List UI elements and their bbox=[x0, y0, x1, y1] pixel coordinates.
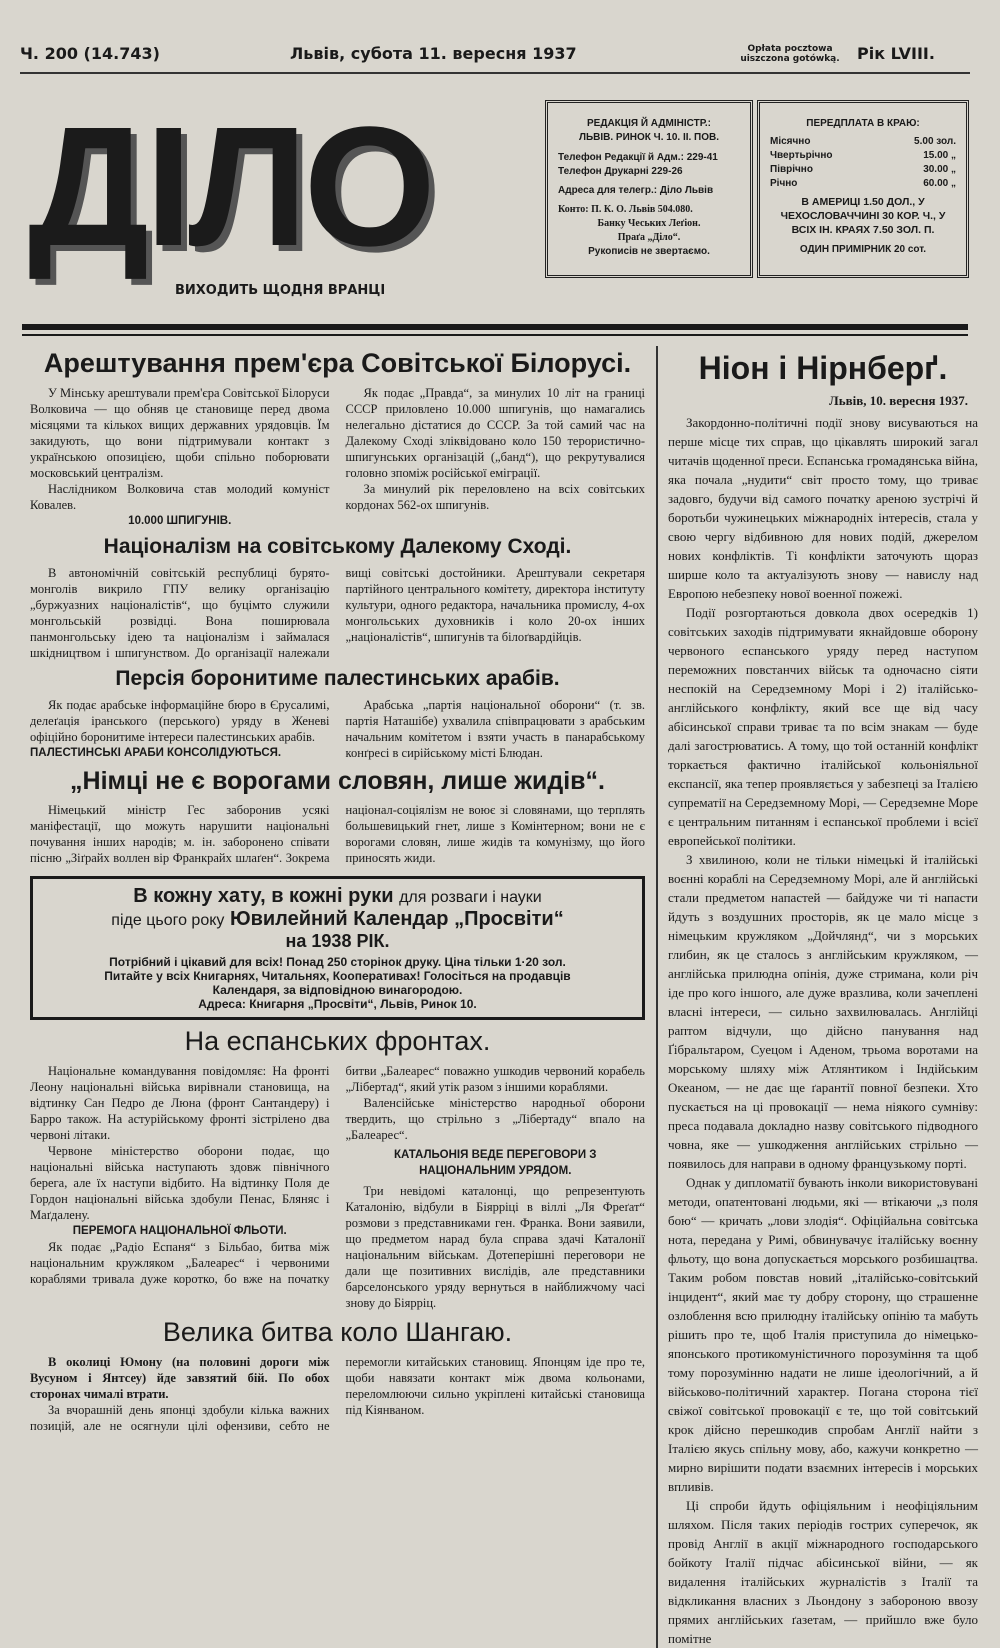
article-shanghai bbox=[30, 1354, 645, 1434]
paragraph: Червоне міністерство оборони подає, що національні війська наступають здовж північного берега, але їх наступи відбито. На відтинку Поля де Гордон національні війська здобули Пенас, Бляняс і Маґдалену. bbox=[30, 1144, 330, 1223]
masthead-logo: ДІЛО bbox=[28, 92, 432, 282]
price-value: 60.00 „ bbox=[923, 178, 956, 189]
paragraph: У Мінську арештували прем'єра Совітської Білоруси Волковича — що обняв це становище перед двома місяцями та кількох вищих державних урядовців. Їм закидують, що вони підтримували контакт з українською опозицією, щоби спільно поборювати московський централізм. bbox=[30, 386, 330, 481]
paragraph: В околиці Юмону (на половині дороги між Вусуном і Янтсеу) йде завзятий бій. По обох сторонах чималі втрати. bbox=[30, 1355, 330, 1402]
paragraph: В автономічній совітській республиці бурято-монголів викрило ГПУ велику організацію „буржуазних націоналістів“, що буцімто служили монгольській розвідці. Вона поширювала панмонгольську ідею та націоналізм і займалася шкідництвом і шпигунством. До організації належали вищі совітські достойники. Арештували секретаря партійного центрального комітету, директора інституту культури, одного редактора, начальника промислу, 4-ох монгольських духовників і коло 20-ох інших „націоналістів“, шпигунів та білоґвардійців. bbox=[30, 566, 645, 661]
paragraph: Як подає арабське інформаційне бюро в Єрусалимі, делеґація іранського (перського) уряду в Женеві офіційно боронитиме інтереси палестинських арабів. bbox=[30, 698, 330, 745]
main-content bbox=[0, 342, 1000, 1648]
ad-text: для розваги і науки bbox=[399, 889, 542, 907]
paragraph: За минулий рік переловлено на всіх совітських кордонах 562-ох шпигунів. bbox=[345, 482, 645, 513]
subheading: 10.000 ШПИГУНІВ. bbox=[128, 515, 232, 528]
subheading: КАТАЛЬОНІЯ ВЕДЕ ПЕРЕГОВОРИ З НАЦІОНАЛЬНИМ УРЯДОМ. bbox=[393, 1149, 597, 1178]
masthead-rule bbox=[22, 324, 968, 330]
right-section bbox=[668, 342, 978, 1648]
headline-belarus: Арештування прем'єра Совітської Білорусі. bbox=[43, 348, 632, 378]
article-far-east bbox=[30, 565, 645, 661]
price-row bbox=[770, 135, 956, 149]
ad-text: в кожні руки bbox=[271, 885, 394, 908]
subheading: ПАЛЕСТИНСЬКІ АРАБИ КОНСОЛІДУЮТЬСЯ. bbox=[30, 747, 282, 760]
paragraph: Як подає „Правда“, за минулих 10 літ на границі СССР приловлено 10.000 шпигунів, що намагались нелегально дістатися до СССР. За той самий час на Далекому Сході зліквідовано коло 150 терористично-шпигунських організацій („банд“), що рекрутувалися головно зпоміж російської еміграції. bbox=[345, 386, 645, 481]
article-nyon-nuremberg bbox=[668, 413, 978, 1648]
price-value: 30.00 „ bbox=[923, 164, 956, 175]
dateline: Львів, субота 11. вересня 1937 bbox=[290, 44, 577, 63]
article-spain bbox=[30, 1063, 645, 1311]
info-line: Телефон Друкарні 229-26 bbox=[558, 166, 683, 177]
ad-text: Потрібний і цікавий для всіх! Понад 250 сторінок друку. Ціна тільки 1·20 зол. bbox=[109, 955, 566, 970]
subscription-title: ПЕРЕДПЛАТА В КРАЮ: bbox=[806, 118, 920, 129]
price-label: Річно bbox=[770, 178, 798, 189]
single-copy-price: ОДИН ПРИМІРНИК 20 сот. bbox=[799, 244, 927, 255]
headline-far-east: Націоналізм на совітському Далекому Сході. bbox=[103, 535, 572, 559]
paragraph: За вчорашній день японці здобули кілька важних позицій, але не осягнули цілі офензиви, себто не перемогли китайських становищ. Японцям іде про те, щоби навязати контакт між двома кольонами, переломлюючи сильно укріплені китайські становища під Кіянваном. bbox=[30, 1355, 645, 1434]
article-belarus bbox=[30, 385, 645, 529]
top-rule bbox=[20, 72, 970, 74]
subheading: ПЕРЕМОГА НАЦІОНАЛЬНОЇ ФЛЬОТИ. bbox=[72, 1225, 287, 1238]
paragraph: Наслідником Волковича став молодий комуніст Ковалев. bbox=[30, 482, 330, 513]
column-rule bbox=[656, 346, 658, 1648]
masthead-rule-thin bbox=[22, 334, 968, 336]
price-label: Чвертьрічно bbox=[770, 150, 833, 161]
ad-text: В кожну хату, bbox=[133, 885, 266, 908]
price-value: 15.00 „ bbox=[923, 150, 956, 161]
paragraph: Події розгортаються довкола двох осередків 1) совітських заходів підтримувати якнайдовше оборону червоного еспанського уряду перед наступом переможних повстанчих військ та одночасно сіяти неспокій на Середземному Морі і 2) італійсько-англійського конфлікту, який все ще від часу абісинської справи триває та по всім знакам — буде далі загострюватись. А тому, що той останній конфлікт торкається фактично італійської кольоніяльної експансії, яка тепер проявляється у забезпеці за Італією супрематії на Середземному Морі, — Середземне Море є центральним питанням і еспанської проблеми і всієї европейської політики. bbox=[668, 604, 979, 848]
price-label: Місячно bbox=[770, 136, 811, 147]
info-line: Конто: П. К. О. Львів 504.080. bbox=[558, 204, 693, 215]
paragraph: Закордонно-політичні події знову висуваються на перше місце тих справ, що цікавлять широкий загал читачів щоденної преси. Еспанська громадянська війна, яка почала „нудити“ світ просто тому, що триває задовго, будучи від самого початку ареною зустрічі й боротьби чужинецьких міжнародніх інтересів, стала у свою чергу відбивною для нових подій, джерелом нових конфліктів. Ті конфлікти заточують щораз ширше коло та актуалізують знову — навислу над Европою небезпеку нової военної пожежі. bbox=[668, 414, 978, 601]
paragraph: З хвилиною, коли не тільки німецькі й італійські воєнні кораблі на Середземному Морі, але й англійські стали предметом напастей — байдуже чи ті напасти йдуть з воздушних просторів, як це мало місце з німецьким кружляком „Дойчлянд“, чи з морських глибин, як це сталось з англійським кружляком, — англійська прилюдна опінія, дуже стримана, коли річ іде про кого іншого, але дуже вразлива, коли зачеплені власні інтереси, — сильно захвилювалась. Англійці раптом відчули, що дійсно панування над Ґібральтаром, Суецом і Аденом, трьома воротами на морському шляху між Атлянтиком і Індійським Океаном, — не дає ще ґарантії повної безпеки. Хто пускається на ці провокації — нема ніякого сумніву: преса подавала докладно назву совітського підводного човна, яке — ушкодження англійських стрільно — появилось для направи в одному французькому порті. bbox=[668, 851, 978, 1171]
info-line: Праґа „Діло“. bbox=[617, 232, 681, 243]
postage-note: Opłata pocztowa uiszczona gotówką. bbox=[740, 44, 840, 64]
article-germans bbox=[30, 802, 645, 866]
price-row bbox=[770, 163, 956, 177]
info-line: Банку Чеських Леґіон. bbox=[597, 218, 701, 229]
info-line: Адреса для телегр.: Діло Львів bbox=[558, 185, 714, 196]
price-label: Піврічно bbox=[770, 164, 813, 175]
headline-spain: На еспанських фронтах. bbox=[184, 1026, 491, 1057]
ad-text: на 1938 РІК. bbox=[285, 931, 390, 952]
article-dateline: Львів, 10. вересня 1937. bbox=[829, 392, 968, 408]
paragraph: Німецький міністр Гес заборонив усякі маніфестації, що можуть нарушити національні почування інших народів; м. ін. заборонено співати пісню „Зіґрайх воллен вір Франкрайх шлаґен“. Зокрема націонал-соціялізм не воює зі словянами, що терплять большевицький гнет, лише з Комінтерном; вони не є ворогами словян, лише жидів та комунізму, що його приносять жиди. bbox=[30, 803, 645, 866]
paragraph: Однак у дипломатії бувають інколи використовувані методи, опатентовані людьми, які — втікаючи „з поля бою“ — кричать „лови злодія“. Офіційальна совітська нота, передана у Римі, обвинувачує італійську воєнну фльоту, що вона допускається морського розбишацтва. Таким робом повстав новий „італійсько-совітський інцидент“, який має ту добру сторону, що страшенне озлоблення всю прилюдну італійську опінію та мабуть рішить про те, щоб Італія приступила до німецько-японського протикомуністичного порозуміння та щоб тому порозумінню надати не лише ідеологічний, а й військово-політичний характер. Погана сторона тієї свіжої совітської провокації є те, що той совітський крок дійсно перешкодив спробам Англії найти з Італією якусь спільну мову, або, кажучи конкретно — мирно вирішити подати взаємних інтересів і морських впливів. bbox=[668, 1174, 978, 1494]
ad-text: Ювилейний Календар „Просвіти“ bbox=[229, 908, 564, 931]
ad-text: піде цього року bbox=[111, 912, 225, 930]
calendar-advertisement bbox=[30, 876, 645, 1020]
ad-text: Питайте у всіх Книгарнях, Читальнях, Кооперативах! Голосіться на продавців Календаря, за відповідною винагородою. bbox=[104, 969, 571, 998]
headline-germans: „Німці не є ворогами словян, лише жидів“. bbox=[70, 767, 605, 796]
abroad-prices: В АМЕРИЦІ 1.50 ДОЛ., У ЧЕХОСЛОВАЧЧИНІ 30 КОР. Ч., У ВСІХ ІН. КРАЯХ 7.50 ЗОЛ. П. bbox=[780, 196, 946, 236]
paragraph: Ці спроби йдуть офіціяльним і неофіціяльним шляхом. Після таких періодів гострих суперечок, як провід Англії в акції міжнародного господарського бойкоту Італії підчас абісинської війни, — як видалення італійських журналістів з Італії та відкликання власних з Льондону з заборонoю ввозу прямих англійських ґазетам, — прийшло вже було помітне bbox=[668, 1497, 978, 1646]
left-section bbox=[30, 342, 645, 1648]
headline-nyon-nuremberg: Ніон і Нірнберґ. bbox=[698, 350, 948, 386]
info-line: Рукописів не звертаємо. bbox=[588, 246, 710, 257]
info-line: РЕДАКЦІЯ Й АДМІНІСТР.: bbox=[587, 118, 711, 129]
info-line: ЛЬВІВ. РИНОК Ч. 10. II. ПОВ. bbox=[578, 132, 720, 143]
paragraph: Валенсійське міністерство народньої оборони твердить, що стрільно з „Лібертаду“ впало на „Балеарес“. bbox=[345, 1096, 645, 1143]
article-persia bbox=[30, 697, 645, 761]
year: Рік LVIII. bbox=[857, 44, 935, 63]
paragraph: Арабська „партія національної оборони“ (т. зв. партія Наташібе) ухвалила співпрацювати з арабським начальним комітетом і взяти участь в панарабському конґресі в сирійському місті Блюдан. bbox=[345, 698, 645, 761]
price-row bbox=[770, 149, 956, 163]
paragraph: Три невідомі каталонці, що репрезентують Каталонію, відбули в Біярріці в віллі „Ля Фреґат“ розмови з представниками ген. Франка. Вони заявили, що предметом нарад була справа здачі Каталонії національним військам. Дотеперішні переговори не дали ще позитивних вислідів, але представники барселонського уряду вернуться в найближчому часі знову до Біярріц. bbox=[345, 1184, 645, 1311]
editorial-info-box bbox=[545, 100, 753, 278]
tagline: ВИХОДИТЬ ЩОДНЯ ВРАНЦІ bbox=[175, 283, 386, 298]
headline-shanghai: Велика битва коло Шангаю. bbox=[162, 1317, 513, 1348]
info-line: Телефон Редакції й Адм.: 229-41 bbox=[558, 152, 718, 163]
subscription-box bbox=[757, 100, 969, 278]
issue-number: Ч. 200 (14.743) bbox=[20, 44, 160, 63]
price-row bbox=[770, 177, 956, 191]
price-value: 5.00 зол. bbox=[914, 136, 956, 147]
headline-persia: Персія боронитиме палестинських арабів. bbox=[115, 667, 560, 691]
ad-text: Адреса: Книгарня „Просвіти“, Львів, Ринок 10. bbox=[198, 997, 477, 1012]
paragraph: Як подає „Радіо Еспаня“ з Більбао, битва між національним кружляком „Балеарес“ і червоними кораблями тривала дуже коротко, бо вже на початку битви „Балеарес“ поважно ушкодив червоний корабель „Лібертад“, який утік разом з іншими кораблями. bbox=[30, 1064, 645, 1287]
paragraph: Національне командування повідомляє: На фронті Леону національні війська вирівнали становища, на відтинку Сан Педро де Люна (фронт Сантандеру) і Барро також. На астурійському фронті зістрілено два червоні літаки. bbox=[30, 1064, 330, 1143]
